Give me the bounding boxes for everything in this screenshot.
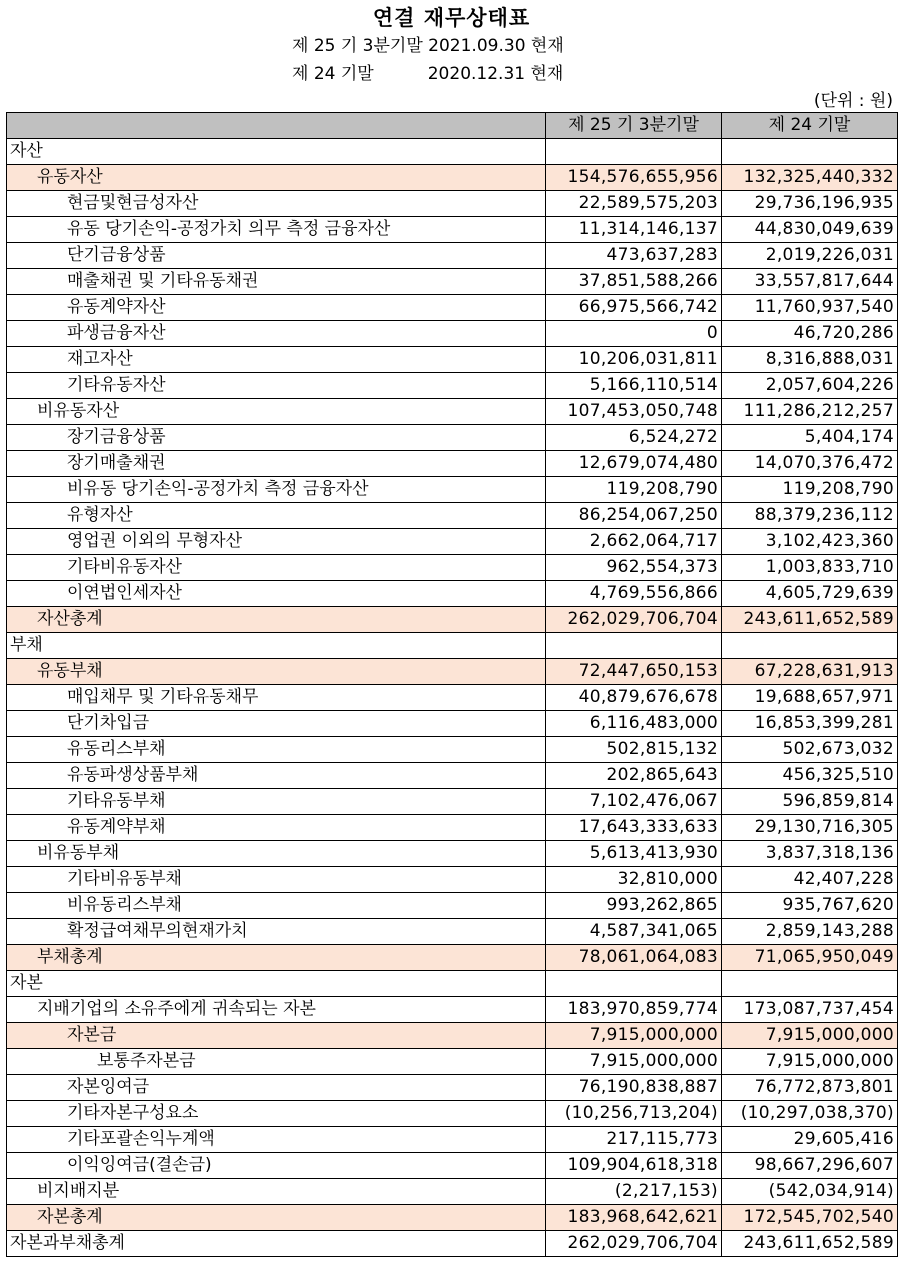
prior-period-value: 502,673,032 <box>722 737 898 763</box>
table-row <box>7 607 898 633</box>
prior-period-value: 243,611,652,589 <box>722 607 898 633</box>
account-label: 기타자본구성요소 <box>7 1101 546 1127</box>
prior-period-value: 76,772,873,801 <box>722 1075 898 1101</box>
prior-period-value: 11,760,937,540 <box>722 295 898 321</box>
prior-period-value: 98,667,296,607 <box>722 1153 898 1179</box>
current-period-value: 86,254,067,250 <box>546 503 722 529</box>
prior-period-value <box>722 971 898 997</box>
current-period-value: 7,915,000,000 <box>546 1023 722 1049</box>
table-body <box>7 139 898 1257</box>
account-label: 부채 <box>7 633 546 659</box>
current-period-value: 17,643,333,633 <box>546 815 722 841</box>
account-label: 지배기업의 소유주에게 귀속되는 자본 <box>7 997 546 1023</box>
table-row <box>7 165 898 191</box>
account-label: 유동 당기손익-공정가치 의무 측정 금융자산 <box>7 217 546 243</box>
account-label: 장기금융상품 <box>7 425 546 451</box>
table-row <box>7 711 898 737</box>
current-period-value: 107,453,050,748 <box>546 399 722 425</box>
prior-period-value: 111,286,212,257 <box>722 399 898 425</box>
table-row <box>7 581 898 607</box>
prior-period-value: 172,545,702,540 <box>722 1205 898 1231</box>
prior-period-value <box>722 139 898 165</box>
prior-period-value: 7,915,000,000 <box>722 1049 898 1075</box>
table-row <box>7 1101 898 1127</box>
prior-period-value: 67,228,631,913 <box>722 659 898 685</box>
current-period-value: 6,524,272 <box>546 425 722 451</box>
period-current: 제 25 기 3분기말 2021.09.30 현재 <box>292 36 564 56</box>
table-row <box>7 243 898 269</box>
table-row <box>7 841 898 867</box>
prior-period-value: (542,034,914) <box>722 1179 898 1205</box>
account-label: 비유동리스부채 <box>7 893 546 919</box>
table-row <box>7 737 898 763</box>
prior-period-value: 42,407,228 <box>722 867 898 893</box>
prior-period-value: 29,130,716,305 <box>722 815 898 841</box>
prior-period-value: (10,297,038,370) <box>722 1101 898 1127</box>
account-label: 비지배지분 <box>7 1179 546 1205</box>
current-period-value: 22,589,575,203 <box>546 191 722 217</box>
prior-period-value <box>722 633 898 659</box>
account-label: 자본금 <box>7 1023 546 1049</box>
table-row <box>7 1153 898 1179</box>
table-row <box>7 763 898 789</box>
account-label: 유동파생상품부채 <box>7 763 546 789</box>
prior-period-value: 173,087,737,454 <box>722 997 898 1023</box>
current-period-value: 993,262,865 <box>546 893 722 919</box>
prior-period-value: 16,853,399,281 <box>722 711 898 737</box>
table-row <box>7 399 898 425</box>
current-period-value: (2,217,153) <box>546 1179 722 1205</box>
current-period-value <box>546 971 722 997</box>
prior-period-value: 3,102,423,360 <box>722 529 898 555</box>
account-label: 부채총계 <box>7 945 546 971</box>
current-period-value: 4,769,556,866 <box>546 581 722 607</box>
current-period-value: 6,116,483,000 <box>546 711 722 737</box>
current-period-value: 962,554,373 <box>546 555 722 581</box>
account-label: 자본 <box>7 971 546 997</box>
table-row <box>7 347 898 373</box>
current-period-value: 76,190,838,887 <box>546 1075 722 1101</box>
current-period-value: 4,587,341,065 <box>546 919 722 945</box>
account-label: 기타유동자산 <box>7 373 546 399</box>
column-header-current: 제 25 기 3분기말 <box>546 113 722 139</box>
account-label: 비유동부채 <box>7 841 546 867</box>
current-period-value: (10,256,713,204) <box>546 1101 722 1127</box>
prior-period-value: 29,736,196,935 <box>722 191 898 217</box>
table-row <box>7 1231 898 1257</box>
unit-label: (단위 : 원) <box>813 91 893 111</box>
table-row <box>7 503 898 529</box>
account-label: 매입채무 및 기타유동채무 <box>7 685 546 711</box>
table-row <box>7 893 898 919</box>
prior-period-value: 935,767,620 <box>722 893 898 919</box>
current-period-value: 7,102,476,067 <box>546 789 722 815</box>
prior-period-value: 456,325,510 <box>722 763 898 789</box>
page-title: 연결 재무상태표 <box>372 6 531 30</box>
table-row <box>7 451 898 477</box>
account-label: 단기차입금 <box>7 711 546 737</box>
prior-period-value: 4,605,729,639 <box>722 581 898 607</box>
column-header-account <box>7 113 546 139</box>
account-label: 이익잉여금(결손금) <box>7 1153 546 1179</box>
account-label: 유형자산 <box>7 503 546 529</box>
table-row <box>7 1179 898 1205</box>
table-row <box>7 555 898 581</box>
account-label: 매출채권 및 기타유동채권 <box>7 269 546 295</box>
current-period-value: 40,879,676,678 <box>546 685 722 711</box>
prior-period-value: 7,915,000,000 <box>722 1023 898 1049</box>
prior-period-value: 2,057,604,226 <box>722 373 898 399</box>
table-row <box>7 633 898 659</box>
current-period-value: 183,970,859,774 <box>546 997 722 1023</box>
current-period-value: 7,915,000,000 <box>546 1049 722 1075</box>
account-label: 단기금융상품 <box>7 243 546 269</box>
table-row <box>7 529 898 555</box>
prior-period-value: 2,019,226,031 <box>722 243 898 269</box>
table-row <box>7 659 898 685</box>
table-row <box>7 867 898 893</box>
current-period-value: 10,206,031,811 <box>546 347 722 373</box>
table-row <box>7 373 898 399</box>
table-row <box>7 997 898 1023</box>
prior-period-value: 243,611,652,589 <box>722 1231 898 1257</box>
account-label: 보통주자본금 <box>7 1049 546 1075</box>
table-row <box>7 1075 898 1101</box>
account-label: 재고자산 <box>7 347 546 373</box>
account-label: 이연법인세자산 <box>7 581 546 607</box>
current-period-value <box>546 139 722 165</box>
prior-period-value: 46,720,286 <box>722 321 898 347</box>
prior-period-value: 5,404,174 <box>722 425 898 451</box>
current-period-value: 473,637,283 <box>546 243 722 269</box>
current-period-value: 2,662,064,717 <box>546 529 722 555</box>
current-period-value: 262,029,706,704 <box>546 1231 722 1257</box>
prior-period-value: 8,316,888,031 <box>722 347 898 373</box>
table-row <box>7 217 898 243</box>
current-period-value: 202,865,643 <box>546 763 722 789</box>
prior-period-value: 33,557,817,644 <box>722 269 898 295</box>
current-period-value: 72,447,650,153 <box>546 659 722 685</box>
prior-period-value: 1,003,833,710 <box>722 555 898 581</box>
table-row <box>7 789 898 815</box>
current-period-value: 154,576,655,956 <box>546 165 722 191</box>
table-row <box>7 425 898 451</box>
account-label: 유동계약부채 <box>7 815 546 841</box>
account-label: 영업권 이외의 무형자산 <box>7 529 546 555</box>
account-label: 장기매출채권 <box>7 451 546 477</box>
table-row <box>7 685 898 711</box>
prior-period-value: 14,070,376,472 <box>722 451 898 477</box>
table-row <box>7 295 898 321</box>
account-label: 기타포괄손익누계액 <box>7 1127 546 1153</box>
account-label: 유동계약자산 <box>7 295 546 321</box>
account-label: 비유동 당기손익-공정가치 측정 금융자산 <box>7 477 546 503</box>
account-label: 유동부채 <box>7 659 546 685</box>
current-period-value: 78,061,064,083 <box>546 945 722 971</box>
table-row <box>7 477 898 503</box>
current-period-value: 502,815,132 <box>546 737 722 763</box>
current-period-value: 109,904,618,318 <box>546 1153 722 1179</box>
prior-period-value: 71,065,950,049 <box>722 945 898 971</box>
table-row <box>7 1049 898 1075</box>
account-label: 자본총계 <box>7 1205 546 1231</box>
prior-period-value: 88,379,236,112 <box>722 503 898 529</box>
table-row <box>7 1205 898 1231</box>
prior-period-value: 596,859,814 <box>722 789 898 815</box>
table-row <box>7 971 898 997</box>
account-label: 비유동자산 <box>7 399 546 425</box>
current-period-value: 37,851,588,266 <box>546 269 722 295</box>
current-period-value: 262,029,706,704 <box>546 607 722 633</box>
table-row <box>7 1127 898 1153</box>
account-label: 기타비유동부채 <box>7 867 546 893</box>
current-period-value: 66,975,566,742 <box>546 295 722 321</box>
prior-period-value: 29,605,416 <box>722 1127 898 1153</box>
current-period-value: 5,613,413,930 <box>546 841 722 867</box>
current-period-value <box>546 633 722 659</box>
current-period-value: 32,810,000 <box>546 867 722 893</box>
period-prior: 제 24 기말 2020.12.31 현재 <box>292 64 564 84</box>
table-header-row <box>7 113 898 139</box>
current-period-value: 119,208,790 <box>546 477 722 503</box>
table-row <box>7 919 898 945</box>
account-label: 유동리스부채 <box>7 737 546 763</box>
table-row <box>7 815 898 841</box>
current-period-value: 5,166,110,514 <box>546 373 722 399</box>
account-label: 자본잉여금 <box>7 1075 546 1101</box>
account-label: 유동자산 <box>7 165 546 191</box>
account-label: 자산 <box>7 139 546 165</box>
prior-period-value: 19,688,657,971 <box>722 685 898 711</box>
table-row <box>7 945 898 971</box>
account-label: 현금및현금성자산 <box>7 191 546 217</box>
prior-period-value: 3,837,318,136 <box>722 841 898 867</box>
account-label: 자산총계 <box>7 607 546 633</box>
prior-period-value: 44,830,049,639 <box>722 217 898 243</box>
column-header-prior: 제 24 기말 <box>722 113 898 139</box>
current-period-value: 0 <box>546 321 722 347</box>
prior-period-value: 2,859,143,288 <box>722 919 898 945</box>
current-period-value: 11,314,146,137 <box>546 217 722 243</box>
table-row <box>7 1023 898 1049</box>
account-label: 기타유동부채 <box>7 789 546 815</box>
account-label: 자본과부채총계 <box>7 1231 546 1257</box>
table-row <box>7 191 898 217</box>
table-row <box>7 269 898 295</box>
account-label: 파생금융자산 <box>7 321 546 347</box>
current-period-value: 183,968,642,621 <box>546 1205 722 1231</box>
table-row <box>7 139 898 165</box>
current-period-value: 12,679,074,480 <box>546 451 722 477</box>
prior-period-value: 119,208,790 <box>722 477 898 503</box>
current-period-value: 217,115,773 <box>546 1127 722 1153</box>
prior-period-value: 132,325,440,332 <box>722 165 898 191</box>
balance-sheet-table <box>6 112 898 1257</box>
account-label: 확정급여채무의현재가치 <box>7 919 546 945</box>
table-row <box>7 321 898 347</box>
account-label: 기타비유동자산 <box>7 555 546 581</box>
